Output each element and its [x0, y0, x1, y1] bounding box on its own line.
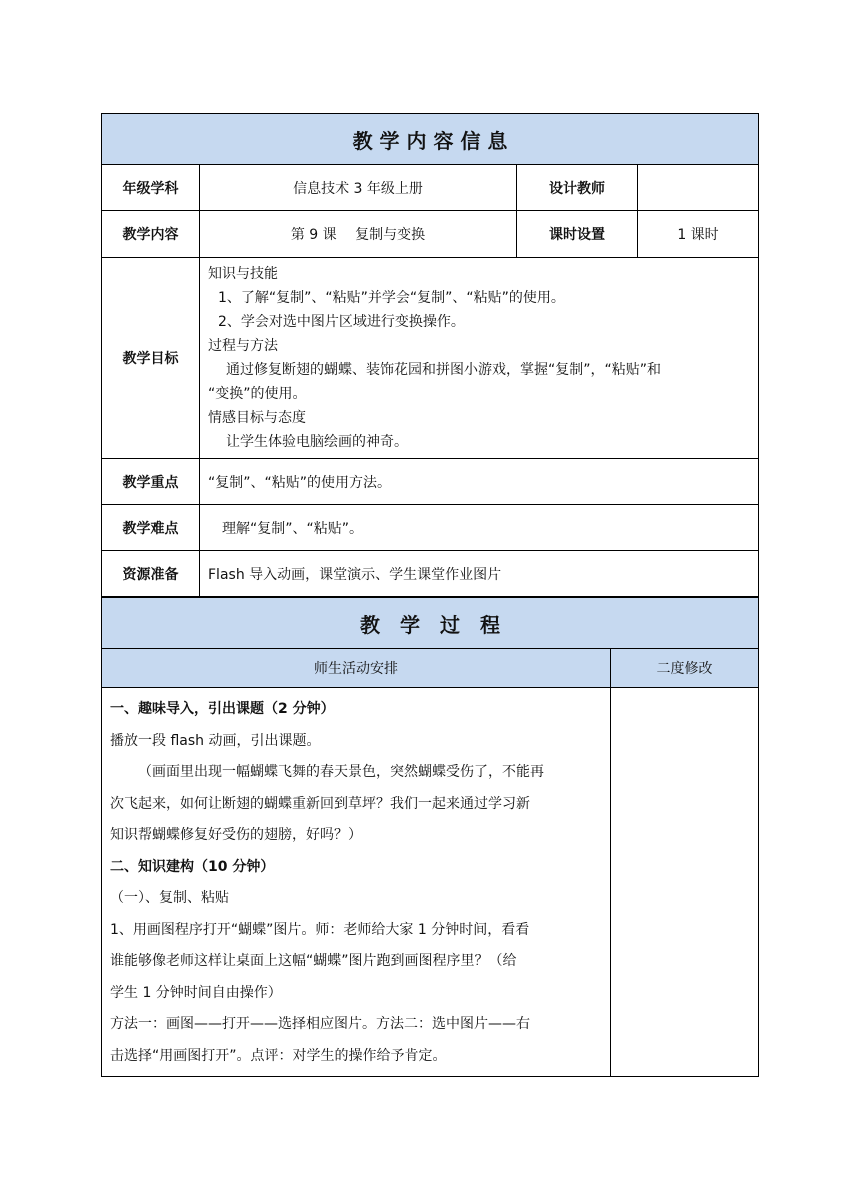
revision-column-header: 二度修改: [611, 649, 759, 688]
key-value: “复制”、“粘贴”的使用方法。: [200, 459, 759, 505]
content-line: 学生 1 分钟时间自由操作）: [110, 984, 282, 1001]
activity-content: [102, 688, 611, 1077]
goals-line: “变换”的使用。: [208, 386, 307, 402]
goals-line: 1、了解“复制”、“粘贴”并学会“复制”、“粘贴”的使用。: [218, 290, 565, 306]
content-line: （画面里出现一幅蝴蝶飞舞的春天景色，突然蝴蝶受伤了，不能再: [138, 764, 544, 780]
info-section-title: 教 学 内 容 信 息: [102, 114, 759, 165]
goals-line: 让学生体验电脑绘画的神奇。: [226, 434, 408, 450]
resources-value: Flash 导入动画，课堂演示、学生课堂作业图片: [200, 551, 759, 597]
goals-line: 知识与技能: [208, 266, 278, 282]
goals-line: 情感目标与态度: [208, 410, 306, 426]
hours-value: 1 课时: [638, 211, 759, 258]
hours-label: 课时设置: [517, 211, 638, 258]
content-line: 次飞起来，如何让断翅的蝴蝶重新回到草坪？我们一起来通过学习新: [110, 795, 530, 812]
resources-label: 资源准备: [102, 551, 200, 597]
designer-label: 设计教师: [517, 165, 638, 211]
content-line: 知识帮蝴蝶修复好受伤的翅膀，好吗？）: [110, 827, 362, 843]
goals-line: 2、学会对选中图片区域进行变换操作。: [218, 314, 465, 330]
grade-label: 年级学科: [102, 165, 200, 211]
key-label: 教学重点: [102, 459, 200, 505]
content-value: 第 9 课 复制与变换: [200, 211, 517, 258]
process-table: [101, 597, 759, 1077]
goals-line: 通过修复断翅的蝴蝶、装饰花园和拼图小游戏，掌握“复制”，“粘贴”和: [226, 362, 662, 378]
process-section-title: 教 学 过 程: [102, 598, 759, 649]
content-line: （一）、复制、粘贴: [110, 890, 229, 906]
content-line: 击选择“用画图打开”。点评：对学生的操作给予肯定。: [110, 1047, 447, 1064]
difficulty-label: 教学难点: [102, 505, 200, 551]
section-heading: 一、趣味导入，引出课题（2 分钟）: [110, 701, 335, 717]
designer-value: [638, 165, 759, 211]
content-line: 1、用画图程序打开“蝴蝶”图片。师：老师给大家 1 分钟时间，看看: [110, 921, 530, 938]
revision-content: [611, 688, 759, 1077]
goals-content: [200, 258, 759, 459]
content-line: 播放一段 flash 动画，引出课题。: [110, 732, 321, 749]
goals-line: 过程与方法: [208, 338, 278, 354]
content-line: 谁能够像老师这样让桌面上这幅“蝴蝶”图片跑到画图程序里？（给: [110, 953, 517, 969]
difficulty-value: 理解“复制”、“粘贴”。: [200, 505, 759, 551]
activity-column-header: 师生活动安排: [102, 649, 611, 688]
lesson-plan: [101, 113, 758, 1077]
grade-value: 信息技术 3 年级上册: [200, 165, 517, 211]
content-label: 教学内容: [102, 211, 200, 258]
section-heading: 二、知识建构（10 分钟）: [110, 858, 275, 875]
goals-label: 教学目标: [102, 258, 200, 459]
lesson-info-table: [101, 113, 759, 597]
content-line: 方法一：画图——打开——选择相应图片。方法二：选中图片——右: [110, 1016, 530, 1032]
